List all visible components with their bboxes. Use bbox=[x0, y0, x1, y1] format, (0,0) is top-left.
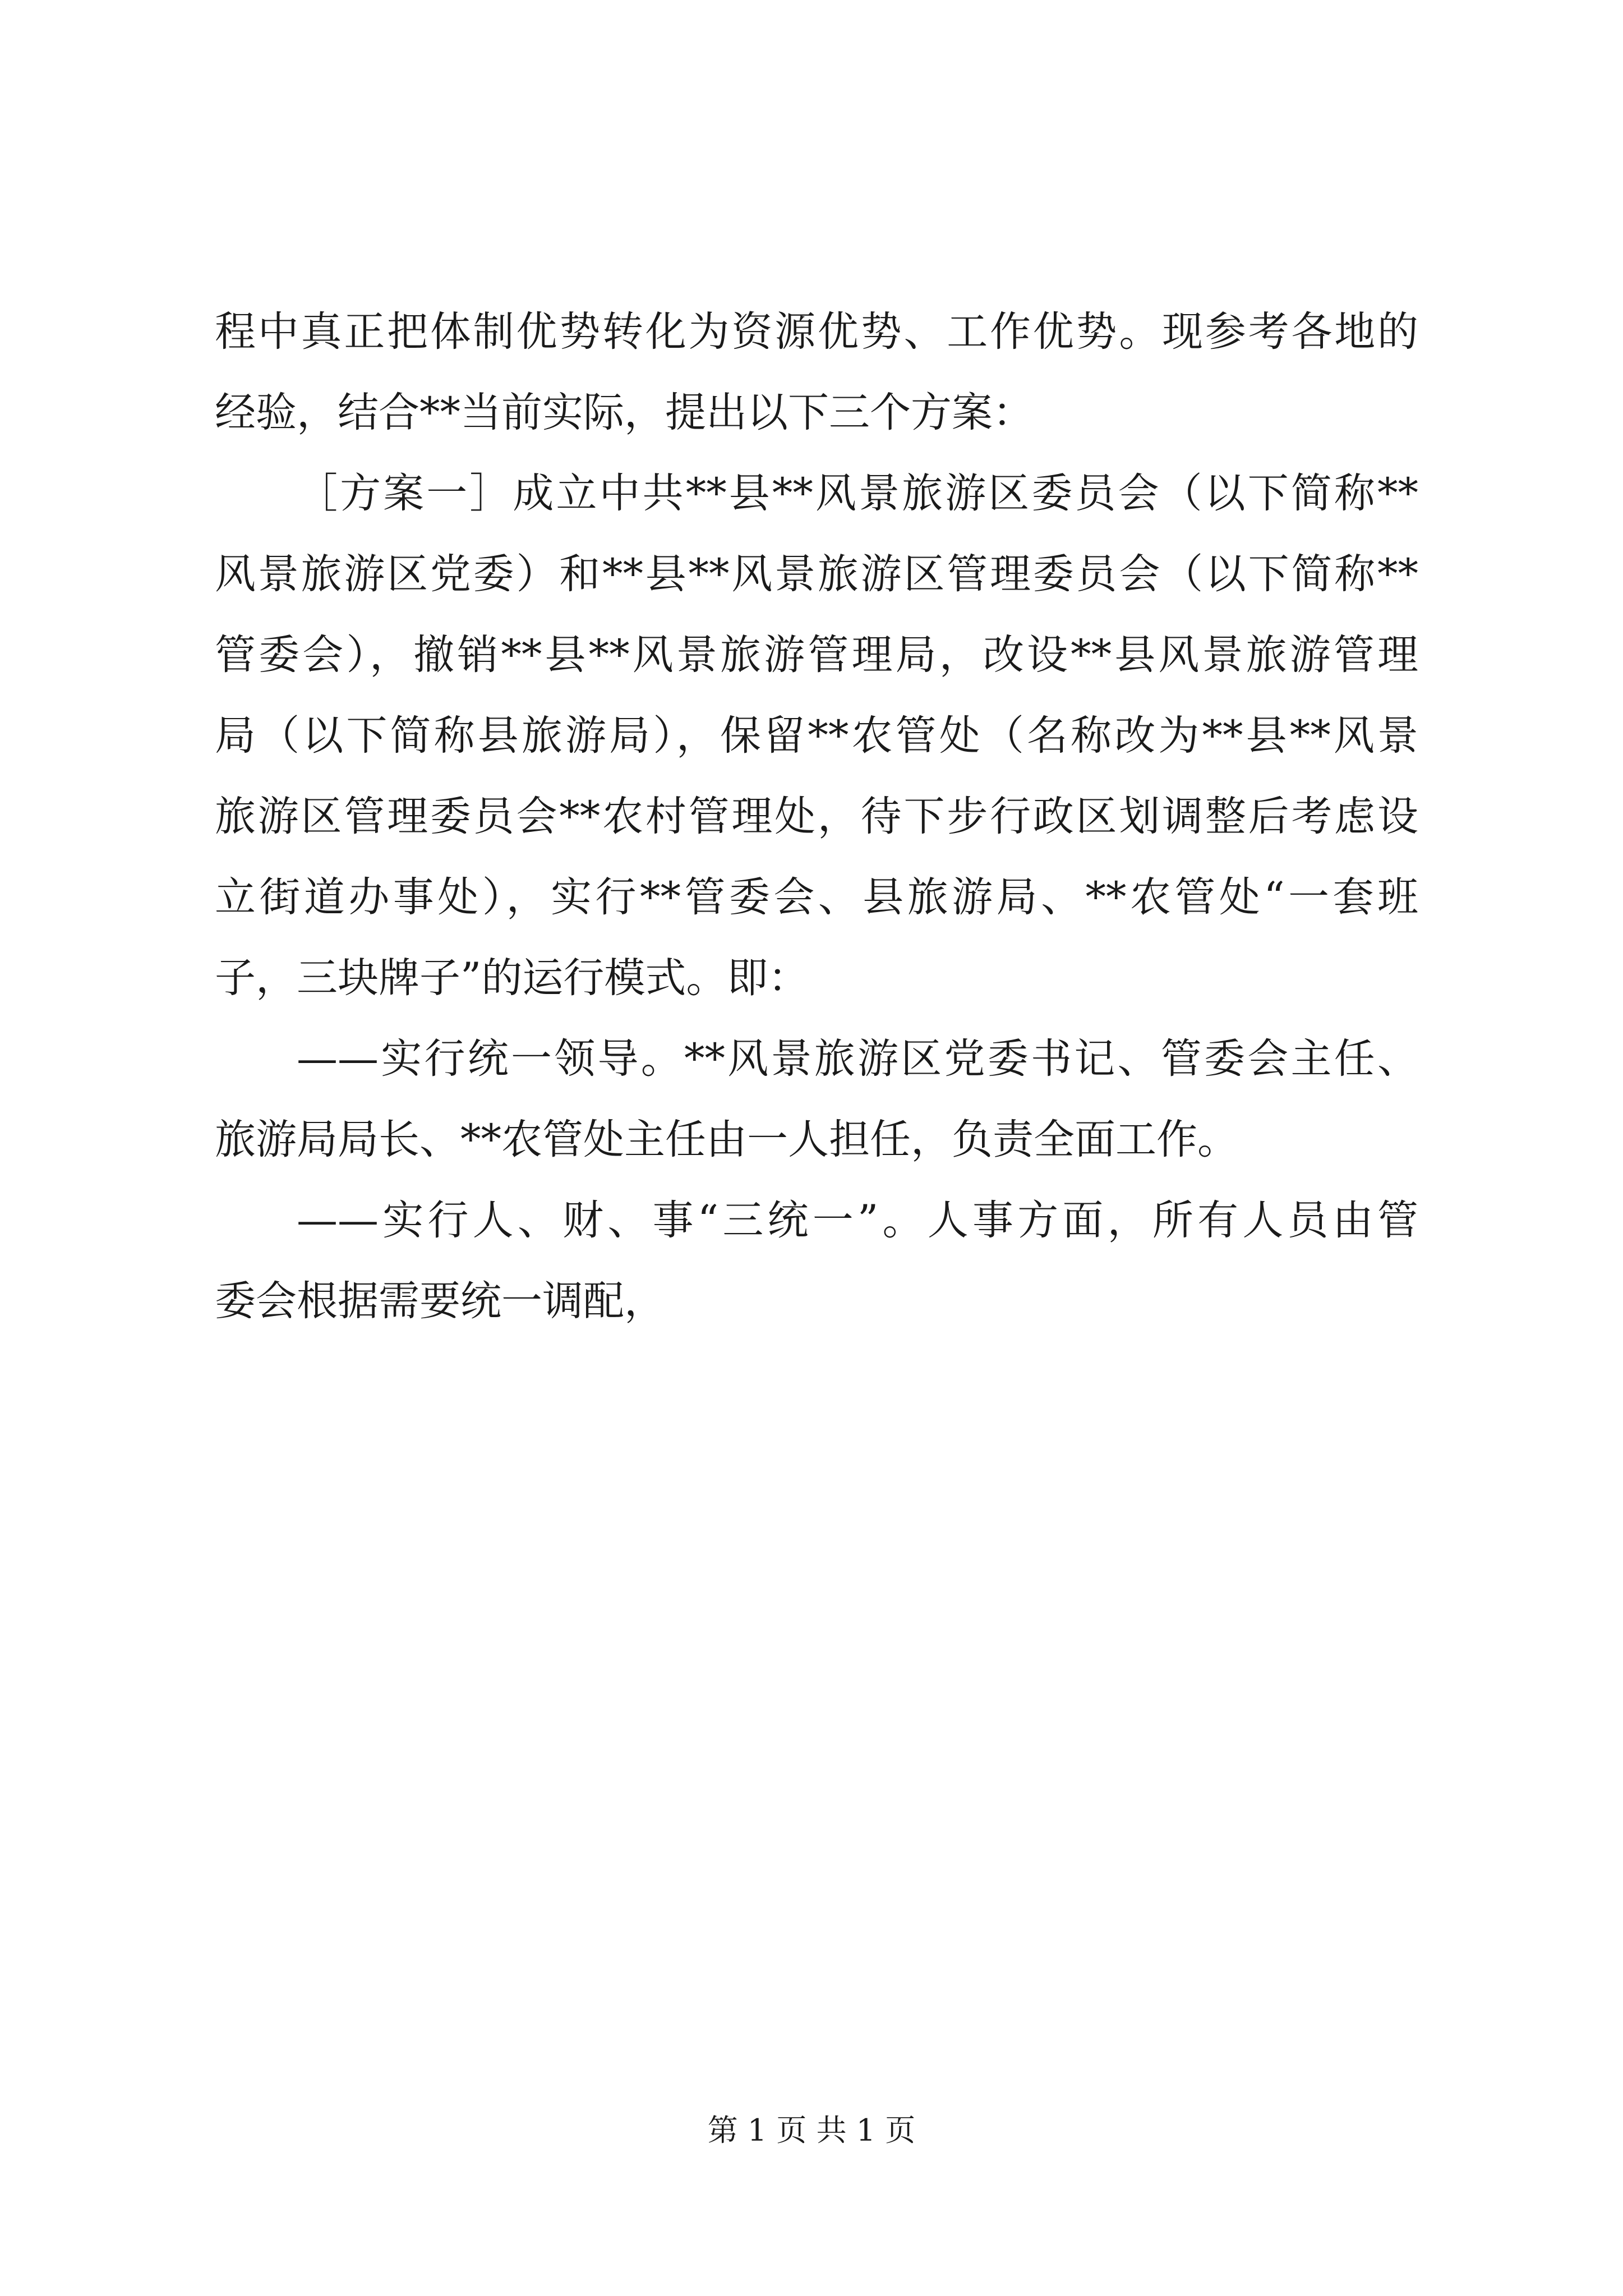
paragraph-line: 子，三块牌子”的运行模式。即： bbox=[215, 954, 809, 1002]
paragraph-line: ［方案一］成立中共**县**风景旅游区委员会（以下简称** bbox=[297, 470, 1418, 517]
paragraph-line: ——实行人、财、事“三统一”。人事方面，所有人员由管 bbox=[297, 1197, 1418, 1244]
paragraph-line: ——实行统一领导。**风景旅游区党委书记、管委会主任、 bbox=[297, 1035, 1418, 1083]
paragraph-line: 旅游局局长、**农管处主任由一人担任，负责全面工作。 bbox=[215, 1116, 1238, 1163]
paragraph-line: 立街道办事处），实行**管委会、县旅游局、**农管处“一套班 bbox=[215, 873, 1418, 921]
page-footer: 第 1 页 共 1 页 bbox=[707, 2113, 916, 2148]
paragraph-line: 风景旅游区党委）和**县**风景旅游区管理委员会（以下简称** bbox=[215, 550, 1418, 598]
paragraph-line: 旅游区管理委员会**农村管理处，待下步行政区划调整后考虑设 bbox=[215, 793, 1418, 840]
paragraph-line: 程中真正把体制优势转化为资源优势、工作优势。现参考各地的 bbox=[215, 308, 1418, 356]
body-text bbox=[215, 292, 1418, 1342]
paragraph-line: 管委会），撤销**县**风景旅游管理局，改设**县风景旅游管理 bbox=[215, 631, 1418, 679]
paragraph-line: 经验，结合**当前实际，提出以下三个方案： bbox=[215, 389, 1034, 436]
paragraph-line: 委会根据需要统一调配， bbox=[215, 1277, 665, 1325]
paragraph-line: 局（以下简称县旅游局），保留**农管处（名称改为**县**风景 bbox=[215, 712, 1418, 760]
